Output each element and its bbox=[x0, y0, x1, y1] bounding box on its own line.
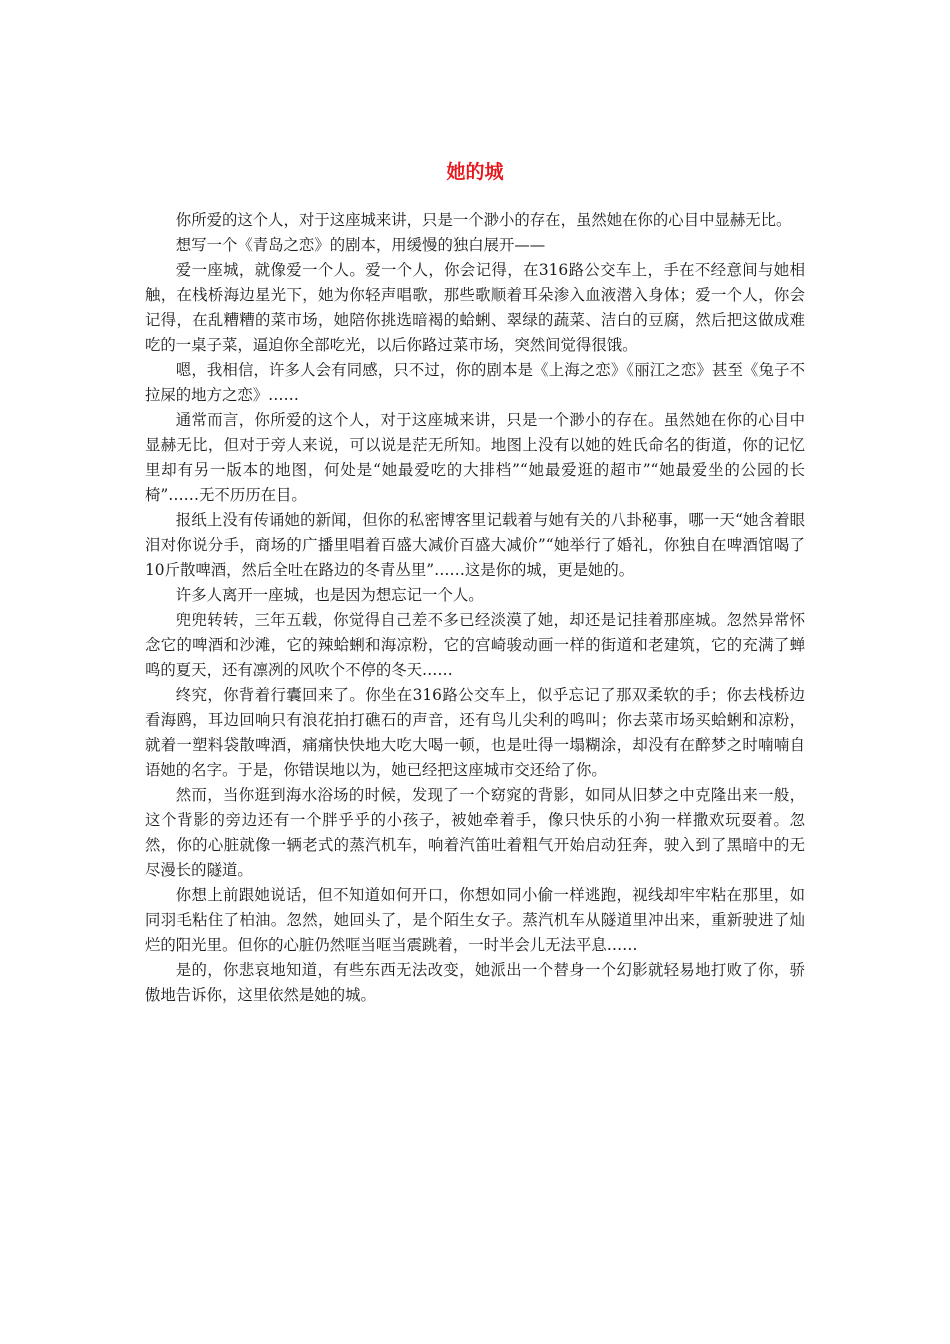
paragraph: 然而，当你逛到海水浴场的时候，发现了一个窈窕的背影，如同从旧梦之中克隆出来一般，这个背影的旁边还有一个胖乎乎的小孩子，被她牵着手，像只快乐的小狗一样撒欢玩耍着。忽然，你的心脏就像一辆老式的蒸汽机车，响着汽笛吐着粗气开始启动狂奔，驶入到了黑暗中的无尽漫长的隧道。 bbox=[145, 786, 805, 879]
paragraph: 许多人离开一座城，也是因为想忘记一个人。 bbox=[175, 586, 484, 604]
paragraph: 嗯，我相信，许多人会有同感，只不过，你的剧本是《上海之恋》《丽江之恋》甚至《兔子不拉屎的地方之恋》…… bbox=[145, 361, 805, 404]
paragraph: 爱一座城，就像爱一个人。爱一个人，你会记得，在316路公交车上，手在不经意间与她相触，在栈桥海边星光下，她为你轻声唱歌，那些歌顺着耳朵渗入血液潜入身体；爱一个人，你会记得，在乱糟糟的菜市场，她陪你挑选暗褐的蛤蜊、翠绿的蔬菜、洁白的豆腐，然后把这做成难吃的一桌子菜，逼迫你全部吃光，以后你路过菜市场，突然间觉得很饿。 bbox=[145, 261, 805, 354]
paragraph: 你想上前跟她说话，但不知道如何开口，你想如同小偷一样逃跑，视线却牢牢粘在那里，如同羽毛粘住了柏油。忽然，她回头了，是个陌生女子。蒸汽机车从隧道里冲出来，重新驶进了灿烂的阳光里。但你的心脏仍然哐当哐当震跳着，一时半会儿无法平息…… bbox=[145, 886, 805, 954]
paragraph: 报纸上没有传诵她的新闻，但你的私密博客里记载着与她有关的八卦秘事，哪一天“她含着眼泪对你说分手，商场的广播里唱着百盛大减价百盛大减价”“她举行了婚礼，你独自在啤酒馆喝了10斤散啤酒，然后全吐在路边的冬青丛里”……这是你的城，更是她的。 bbox=[145, 511, 805, 579]
paragraph: 是的，你悲哀地知道，有些东西无法改变，她派出一个替身一个幻影就轻易地打败了你，骄傲地告诉你，这里依然是她的城。 bbox=[145, 961, 805, 1004]
paragraph: 通常而言，你所爱的这个人，对于这座城来讲，只是一个渺小的存在。虽然她在你的心目中显赫无比，但对于旁人来说，可以说是茫无所知。地图上没有以她的姓氏命名的街道，你的记忆里却有另一版本的地图，何处是“她最爱吃的大排档”“她最爱逛的超市”“她最爱坐的公园的长椅”……无不历历在目。 bbox=[145, 411, 805, 504]
paragraph: 兜兜转转，三年五载，你觉得自己差不多已经淡漠了她，却还是记挂着那座城。忽然异常怀念它的啤酒和沙滩，它的辣蛤蜊和海凉粉，它的宫崎骏动画一样的街道和老建筑，它的充满了蝉鸣的夏天，还有凛冽的风吹个不停的冬天…… bbox=[145, 611, 805, 679]
paragraph: 你所爱的这个人，对于这座城来讲，只是一个渺小的存在，虽然她在你的心目中显赫无比。 bbox=[175, 211, 792, 229]
document-title: 她的城 bbox=[446, 161, 504, 183]
document-body bbox=[145, 208, 805, 1008]
paragraph: 终究，你背着行囊回来了。你坐在316路公交车上，似乎忘记了那双柔软的手；你去栈桥边看海鸥，耳边回响只有浪花拍打礁石的声音，还有鸟儿尖利的鸣叫；你去菜市场买蛤蜊和凉粉，就着一塑料袋散啤酒，痛痛快快地大吃大喝一顿，也是吐得一塌糊涂，却没有在醉梦之时喃喃自语她的名字。于是，你错误地以为，她已经把这座城市交还给了你。 bbox=[145, 686, 805, 779]
paragraph: 想写一个《青岛之恋》的剧本，用缓慢的独白展开—— bbox=[175, 236, 546, 254]
